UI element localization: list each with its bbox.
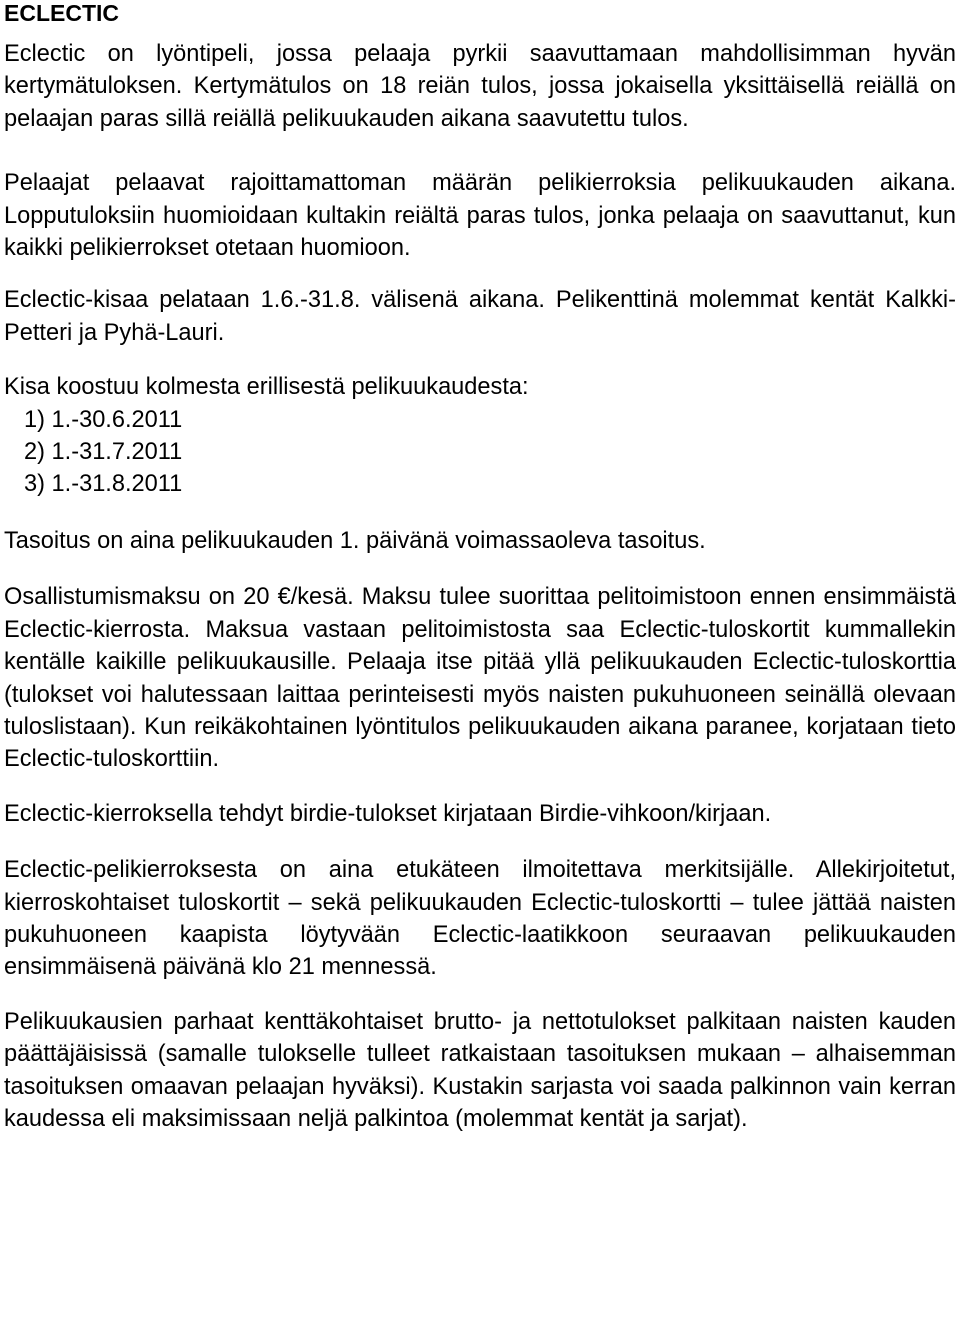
paragraph-birdie: Eclectic-kierroksella tehdyt birdie-tulokset kirjataan Birdie-vihkoon/kirjaan. <box>4 800 772 827</box>
paragraph-handicap: Tasoitus on aina pelikuukauden 1. päivänä voimassaoleva tasoitus. <box>4 527 706 554</box>
paragraph-scorecards: Eclectic-pelikierroksesta on aina etukäteen ilmoitettava merkitsijälle. Allekirjoitetut, kierroskohtaiset tuloskortit – sekä pelikuukauden Eclectic-tuloskortti – tulee jättää naisten pukuhuoneen kaapista löytyvään Eclectic-laatikkoon seuraavan pelikuukauden ensimmäisenä päivänä klo 21 mennessä. <box>4 857 956 981</box>
document-title: ECLECTIC <box>4 0 119 26</box>
list-item: 3) 1.-31.8.2011 <box>24 471 183 498</box>
list-item: 1) 1.-30.6.2011 <box>24 406 183 433</box>
document-page <box>4 0 956 1135</box>
paragraph-intro: Eclectic on lyöntipeli, jossa pelaaja pyrkii saavuttamaan mahdollisimman hyvän kertymätuloksen. Kertymätulos on 18 reiän tulos, jossa jokaisella yksittäisellä reiällä on pelaajan paras sillä reiällä pelikuukauden aikana saavutettu tulos. <box>4 41 956 132</box>
paragraph-months-intro: Kisa koostuu kolmesta erillisestä pelikuukaudesta: <box>4 374 529 401</box>
paragraph-prizes: Pelikuukausien parhaat kenttäkohtaiset brutto- ja nettotulokset palkitaan naisten kauden päättäjäisissä (samalle tulokselle tulleet ratkaistaan tasoituksen mukaan – alhaisemman tasoituksen omaavan pelaajan hyväksi). Kustakin sarjasta voi saada palkinnon vain kerran kaudessa eli maksimissaan neljä palkintoa (molemmat kentät ja sarjat). <box>4 1008 956 1132</box>
list-item: 2) 1.-31.7.2011 <box>24 439 183 466</box>
paragraph-fee: Osallistumismaksu on 20 €/kesä. Maksu tulee suorittaa pelitoimistoon ennen ensimmäistä Eclectic-kierrosta. Maksua vastaan pelitoimistosta saa Eclectic-tuloskortit kummallekin kentälle kaikille pelikuukausille. Pelaaja itse pitää yllä pelikuukauden Eclectic-tuloskorttia (tulokset voi halutessaan laittaa perinteisesti myös naisten pukuhuoneen seinällä olevaan tuloslistaan). Kun reikäkohtainen lyöntitulos pelikuukauden aikana paranee, korjataan tieto Eclectic-tuloskorttiin. <box>4 584 956 773</box>
paragraph-dates-courses: Eclectic-kisaa pelataan 1.6.-31.8. välisenä aikana. Pelikenttinä molemmat kentät Kalkki-Petteri ja Pyhä-Lauri. <box>4 287 956 346</box>
months-list <box>4 404 956 501</box>
paragraph-rules: Pelaajat pelaavat rajoittamattoman määrän pelikierroksia pelikuukauden aikana. Lopputuloksiin huomioidaan kultakin reiältä paras tulos, jonka pelaaja on saavuttanut, kun kaikki pelikierrokset otetaan huomioon. <box>4 170 956 262</box>
